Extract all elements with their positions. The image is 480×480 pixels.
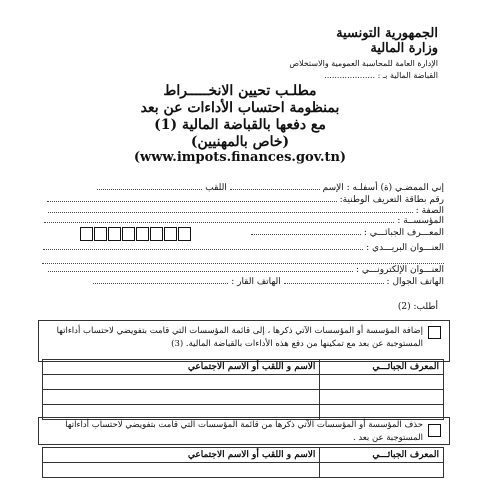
table-cell[interactable] bbox=[43, 463, 320, 478]
name-row bbox=[97, 183, 444, 193]
landline-field[interactable] bbox=[93, 283, 228, 284]
add-institutions-checkbox[interactable] bbox=[428, 326, 441, 339]
tax-id-digit-box[interactable] bbox=[164, 227, 177, 241]
tax-id-label: المعـــرف الجبائـــي : bbox=[363, 228, 444, 238]
capacity-field[interactable] bbox=[48, 212, 413, 213]
ministry-heading: وزارة المالية bbox=[370, 41, 438, 56]
add-institutions-table bbox=[42, 359, 444, 420]
tax-id-digit-box[interactable] bbox=[136, 227, 149, 241]
form-subtitle-3: (خاص بالمهنيين) bbox=[190, 134, 290, 150]
mobile-label: الهاتف الجوال : bbox=[386, 277, 444, 287]
table-header-row bbox=[43, 448, 444, 463]
column-header-tax-id: المعرف الجبائـــي bbox=[320, 360, 444, 375]
form-title: مطلـب تحيين الانخـــــراط bbox=[163, 83, 317, 99]
postal-address-field-line-2[interactable] bbox=[42, 262, 444, 264]
capacity-row bbox=[48, 206, 444, 216]
capacity-label: الصفة : bbox=[415, 206, 444, 216]
table-cell[interactable] bbox=[320, 390, 444, 405]
table-row bbox=[43, 463, 444, 478]
id-card-label: رقم بطاقة التعريف الوطنية: bbox=[339, 195, 444, 205]
surname-field[interactable] bbox=[97, 189, 202, 190]
table-header-row bbox=[43, 360, 444, 375]
add-institutions-text: إضافة المؤسسة أو المؤسسات الآتي ذكرها ، إلى قائمة المؤسسات التي قامت بتفويضي لاحتساب أداءاتها المستوجبة عن بعد مع تمكينها من دفع هذه الأداءات بالقباضة المالية. (3) bbox=[56, 326, 423, 349]
mobile-field[interactable] bbox=[284, 283, 384, 284]
column-header-tax-id: المعرف الجبائـــي bbox=[320, 448, 444, 463]
table-cell[interactable] bbox=[320, 375, 444, 390]
tax-id-digit-box[interactable] bbox=[80, 227, 93, 241]
form-subtitle-2: مع دفعها بالقباضة المالية (1) bbox=[154, 117, 326, 133]
form-subtitle-1: بمنظومة احتساب الأداءات عن بعد bbox=[140, 100, 340, 116]
table-row bbox=[43, 390, 444, 405]
column-header-name: الاسم و اللقب أو الاسم الاجتماعي bbox=[43, 448, 320, 463]
tax-id-digit-box[interactable] bbox=[150, 227, 163, 241]
tax-id-digit-box[interactable] bbox=[108, 227, 121, 241]
directorate-label: الإدارة العامة للمحاسبة العمومية والاستخلاص bbox=[289, 59, 438, 68]
tax-id-digit-box[interactable] bbox=[122, 227, 135, 241]
table-cell[interactable] bbox=[43, 390, 320, 405]
phone-row bbox=[93, 277, 444, 287]
tax-id-digit-box[interactable] bbox=[178, 227, 191, 241]
email-row bbox=[48, 265, 444, 275]
table-cell[interactable] bbox=[43, 375, 320, 390]
postal-address-field[interactable] bbox=[43, 249, 363, 250]
postal-address-row bbox=[43, 243, 444, 253]
id-card-field[interactable] bbox=[47, 201, 337, 202]
postal-address-label: العنـــوان البريـــدي : bbox=[366, 243, 444, 253]
request-label: أطلب: (2) bbox=[397, 302, 438, 312]
tax-id-digit-box[interactable] bbox=[94, 227, 107, 241]
website-url: (www.impots.finances.gov.tn) bbox=[133, 150, 347, 165]
remove-institutions-text: حذف المؤسسة أو المؤسسات الآتي ذكرها من قائمة المؤسسات التي قامت بتفويضي لاحتساب أداءاتها المستوجبة عن بعد . bbox=[65, 420, 423, 443]
email-field[interactable] bbox=[48, 271, 353, 272]
institution-label: المؤسســة : bbox=[397, 216, 444, 226]
surname-label: اللقب bbox=[205, 183, 227, 193]
id-card-row bbox=[47, 195, 444, 205]
table-row bbox=[43, 375, 444, 390]
tax-id-digit-boxes[interactable] bbox=[80, 227, 200, 241]
tax-id-row bbox=[251, 228, 444, 238]
column-header-name: الاسم و اللقب أو الاسم الاجتماعي bbox=[43, 360, 320, 375]
institution-row bbox=[44, 216, 444, 226]
republic-heading: الجمهورية التونسية bbox=[336, 26, 438, 41]
table-cell[interactable] bbox=[320, 463, 444, 478]
first-name-field[interactable] bbox=[230, 189, 320, 190]
tax-id-field[interactable] bbox=[251, 234, 361, 235]
remove-institutions-table bbox=[42, 447, 444, 478]
remove-institutions-checkbox[interactable] bbox=[428, 424, 441, 437]
institution-field[interactable] bbox=[44, 222, 394, 223]
email-label: العنـــوان الإلكترونـــي : bbox=[355, 265, 444, 275]
landline-label: الهاتف القار : bbox=[231, 277, 281, 287]
remove-institutions-section bbox=[38, 417, 450, 445]
declarant-intro-label: إني الممضـي (ة) أسفلـه : الإسم bbox=[322, 183, 444, 193]
tax-office-field[interactable]: القباضة المالية بـ : .................... bbox=[324, 71, 438, 80]
add-institutions-section bbox=[38, 320, 450, 362]
